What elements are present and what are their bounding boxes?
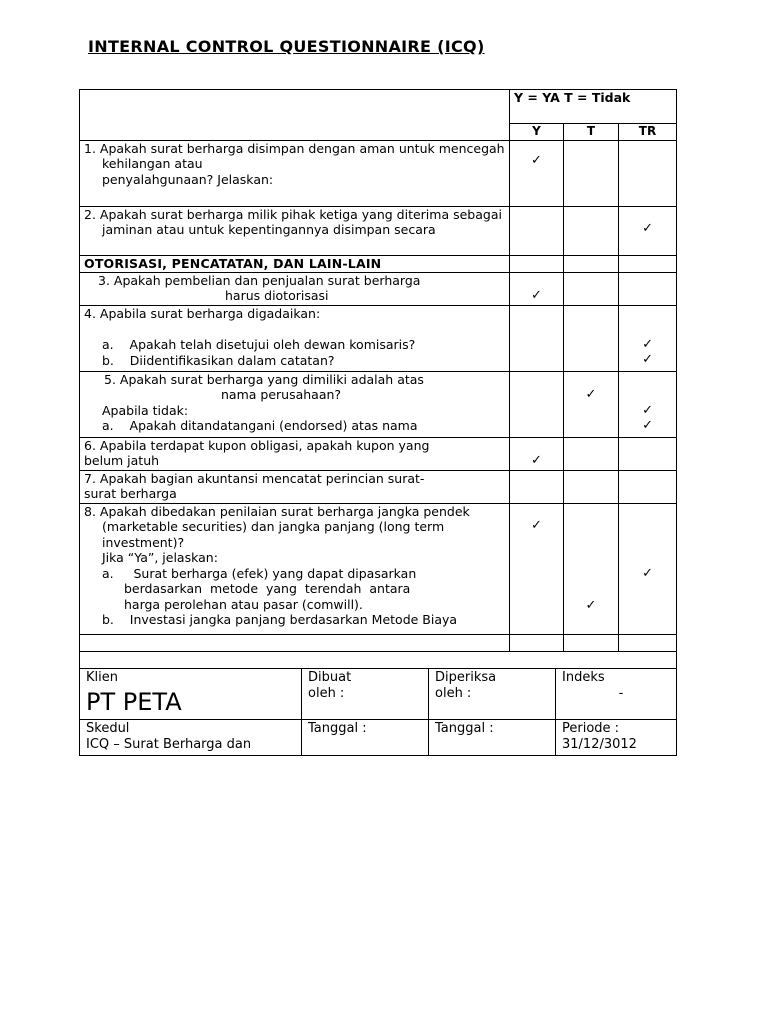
question-7-line-2: surat berharga — [84, 486, 177, 501]
schedule-cell — [80, 720, 302, 756]
question-5-tr-cell[interactable] — [619, 371, 677, 437]
index-cell — [556, 669, 677, 720]
check-mark: ✓ — [642, 336, 653, 352]
question-8-line-4: Jika “Ya”, jelaskan: — [102, 550, 218, 565]
question-5-line-4: a. Apakah ditandatangani (endorsed) atas nama — [102, 418, 418, 433]
question-8-line-8: b. Investasi jangka panjang berdasarkan Metode Biaya — [102, 612, 458, 627]
question-5-y-cell[interactable] — [510, 371, 564, 437]
client-name: PT PETA — [86, 688, 182, 716]
question-4-tr-cell[interactable] — [619, 305, 677, 371]
question-4-line-3: b. Diidentifikasikan dalam catatan? — [102, 352, 335, 368]
question-row-3 — [80, 272, 677, 305]
header-row — [80, 90, 677, 124]
question-2-cell — [80, 206, 510, 255]
check-mark: ✓ — [531, 152, 542, 168]
date-reviewed-cell — [429, 720, 556, 756]
column-header-t: T — [564, 124, 619, 141]
check-mark: ✓ — [642, 565, 653, 581]
empty-row — [80, 634, 677, 651]
question-row-1 — [80, 140, 677, 206]
date-reviewed-label: Tanggal : — [435, 721, 494, 736]
question-7-y-cell[interactable] — [510, 470, 564, 503]
footer-row-2 — [80, 720, 677, 756]
check-mark: ✓ — [531, 517, 542, 533]
question-3-cell — [80, 272, 510, 305]
period-value: 31/12/3012 — [562, 737, 637, 752]
legend-cell: Y = YA T = Tidak — [510, 90, 677, 124]
question-8-line-2: (marketable securities) dan jangka panjang (long term — [102, 519, 445, 534]
header-blank-cell — [80, 90, 510, 141]
question-6-t-cell[interactable] — [564, 437, 619, 470]
question-8-line-7: harga perolehan atau pasar (comwill). — [124, 596, 363, 612]
column-header-y: Y — [510, 124, 564, 141]
question-2-tr-cell[interactable] — [619, 206, 677, 255]
question-8-line-6: berdasarkan metode yang terendah antara — [124, 581, 411, 596]
question-row-2 — [80, 206, 677, 255]
check-mark: ✓ — [642, 352, 653, 367]
client-cell — [80, 669, 302, 720]
question-1-cell — [80, 140, 510, 206]
question-3-tr-cell[interactable] — [619, 272, 677, 305]
period-label: Periode : — [562, 721, 620, 736]
question-6-line-1: 6. Apabila terdapat kupon obligasi, apakah kupon yang — [84, 437, 430, 453]
footer-table — [79, 668, 677, 756]
schedule-label: Skedul — [86, 721, 130, 736]
check-mark: ✓ — [642, 402, 653, 418]
question-5-line-3: Apabila tidak: — [102, 402, 189, 418]
question-row-8 — [80, 503, 677, 634]
page-title: INTERNAL CONTROL QUESTIONNAIRE (ICQ) — [88, 37, 485, 56]
question-row-5 — [80, 371, 677, 437]
question-4-cell — [80, 305, 510, 371]
question-4-line-2: a. Apakah telah disetujui oleh dewan komisaris? — [102, 337, 416, 352]
question-4-y-cell[interactable] — [510, 305, 564, 371]
footer-row-1 — [80, 669, 677, 720]
question-2-t-cell[interactable] — [564, 206, 619, 255]
period-cell — [556, 720, 677, 756]
question-row-6 — [80, 437, 677, 470]
question-1-y-cell[interactable] — [510, 140, 564, 206]
client-label: Klien — [86, 670, 118, 685]
prepared-by-cell — [302, 669, 429, 720]
question-8-tr-cell[interactable] — [619, 503, 677, 634]
index-value: - — [618, 686, 624, 701]
date-prepared-cell — [302, 720, 429, 756]
question-5-t-cell[interactable] — [564, 371, 619, 437]
empty-row — [80, 651, 677, 668]
question-8-line-1: 8. Apakah dibedakan penilaian surat berharga jangka pendek — [84, 503, 470, 519]
question-6-y-cell[interactable] — [510, 437, 564, 470]
question-1-line-2: kehilangan atau — [102, 156, 203, 171]
check-mark: ✓ — [585, 597, 597, 613]
question-8-line-3: investment)? — [102, 534, 185, 550]
column-header-tr: TR — [619, 124, 677, 141]
question-3-line-2: harus diotorisasi — [225, 288, 329, 303]
question-2-line-1: 2. Apakah surat berharga milik pihak ketiga yang diterima sebagai — [84, 206, 502, 222]
question-5-cell — [80, 371, 510, 437]
question-3-t-cell[interactable] — [564, 272, 619, 305]
question-7-t-cell[interactable] — [564, 470, 619, 503]
question-8-line-5: a. Surat berharga (efek) yang dapat dipasarkan — [102, 565, 417, 581]
question-row-4 — [80, 305, 677, 371]
question-1-line-1: 1. Apakah surat berharga disimpan dengan aman untuk mencegah — [84, 140, 505, 156]
check-mark: ✓ — [642, 418, 653, 433]
check-mark: ✓ — [531, 287, 542, 303]
question-4-line-1: 4. Apabila surat berharga digadaikan: — [84, 305, 321, 321]
question-7-cell — [80, 470, 510, 503]
question-1-tr-cell[interactable] — [619, 140, 677, 206]
check-mark: ✓ — [642, 220, 653, 236]
check-mark: ✓ — [585, 386, 597, 402]
section-heading: OTORISASI, PENCATATAN, DAN LAIN-LAIN — [80, 255, 510, 272]
question-8-t-cell[interactable] — [564, 503, 619, 634]
question-2-y-cell[interactable] — [510, 206, 564, 255]
question-7-line-1: 7. Apakah bagian akuntansi mencatat perincian surat- — [84, 470, 425, 486]
question-6-cell — [80, 437, 510, 470]
question-1-t-cell[interactable] — [564, 140, 619, 206]
reviewed-by-label: Diperiksa oleh : — [435, 670, 497, 701]
question-3-line-1: 3. Apakah pembelian dan penjualan surat berharga — [98, 272, 421, 288]
question-5-line-2: nama perusahaan? — [221, 387, 342, 402]
question-1-line-3: penyalahgunaan? Jelaskan: — [102, 171, 274, 187]
question-6-line-2: belum jatuh — [84, 453, 160, 468]
index-label: Indeks — [562, 670, 605, 685]
check-mark: ✓ — [531, 452, 542, 468]
question-4-t-cell[interactable] — [564, 305, 619, 371]
date-prepared-label: Tanggal : — [308, 721, 367, 736]
question-8-y-cell[interactable] — [510, 503, 564, 634]
questionnaire-table — [79, 89, 677, 669]
question-row-7 — [80, 470, 677, 503]
schedule-value: ICQ – Surat Berharga dan — [86, 737, 252, 752]
question-6-tr-cell[interactable] — [619, 437, 677, 470]
question-7-tr-cell[interactable] — [619, 470, 677, 503]
prepared-by-label: Dibuat oleh : — [308, 670, 352, 701]
reviewed-by-cell — [429, 669, 556, 720]
question-2-line-2: jaminan atau untuk kepentingannya disimpan secara — [102, 222, 436, 237]
question-3-y-cell[interactable] — [510, 272, 564, 305]
section-row — [80, 255, 677, 272]
question-8-cell — [80, 503, 510, 634]
question-5-line-1: 5. Apakah surat berharga yang dimiliki adalah atas — [104, 371, 424, 387]
